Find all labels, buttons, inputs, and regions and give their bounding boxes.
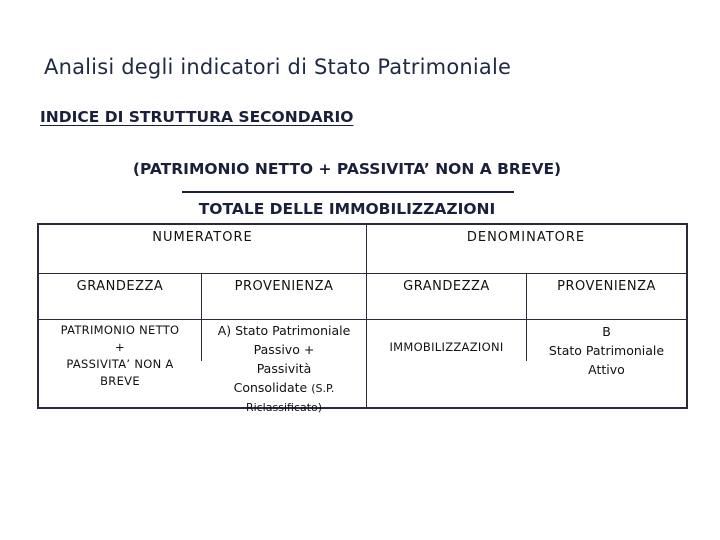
numerator-header: NUMERATORE	[39, 225, 367, 274]
column-header-grandezza: GRANDEZZA	[76, 279, 164, 294]
numerator-grandezza-cell: PATRIMONIO NETTO + PASSIVITA’ NON A BREVE	[60, 323, 180, 388]
formula-numerator: (PATRIMONIO NETTO + PASSIVITA’ NON A BREVE)	[132, 160, 562, 178]
denominator-provenienza-cell: B Stato Patrimoniale Attivo	[548, 324, 665, 377]
index-subtitle: INDICE DI STRUTTURA SECONDARIO	[40, 108, 354, 126]
column-header-provenienza: PROVENIENZA	[557, 279, 656, 294]
formula-denominator: TOTALE DELLE IMMOBILIZZAZIONI	[198, 200, 496, 218]
column-header-grandezza: GRANDEZZA	[403, 279, 490, 294]
numerator-provenienza-cell: A) Stato Patrimoniale Passivo + Passività Consolidate (S.P. Riclassificato)	[217, 323, 351, 414]
indicator-table	[37, 223, 688, 414]
page-title: Analisi degli indicatori di Stato Patrimoniale	[44, 55, 512, 79]
fraction-line	[182, 191, 514, 193]
row-divider	[39, 319, 686, 320]
column-header-provenienza: PROVENIENZA	[234, 279, 334, 294]
denominator-header: DENOMINATORE	[366, 225, 686, 274]
denominator-grandezza-cell: IMMOBILIZZAZIONI	[389, 340, 504, 354]
